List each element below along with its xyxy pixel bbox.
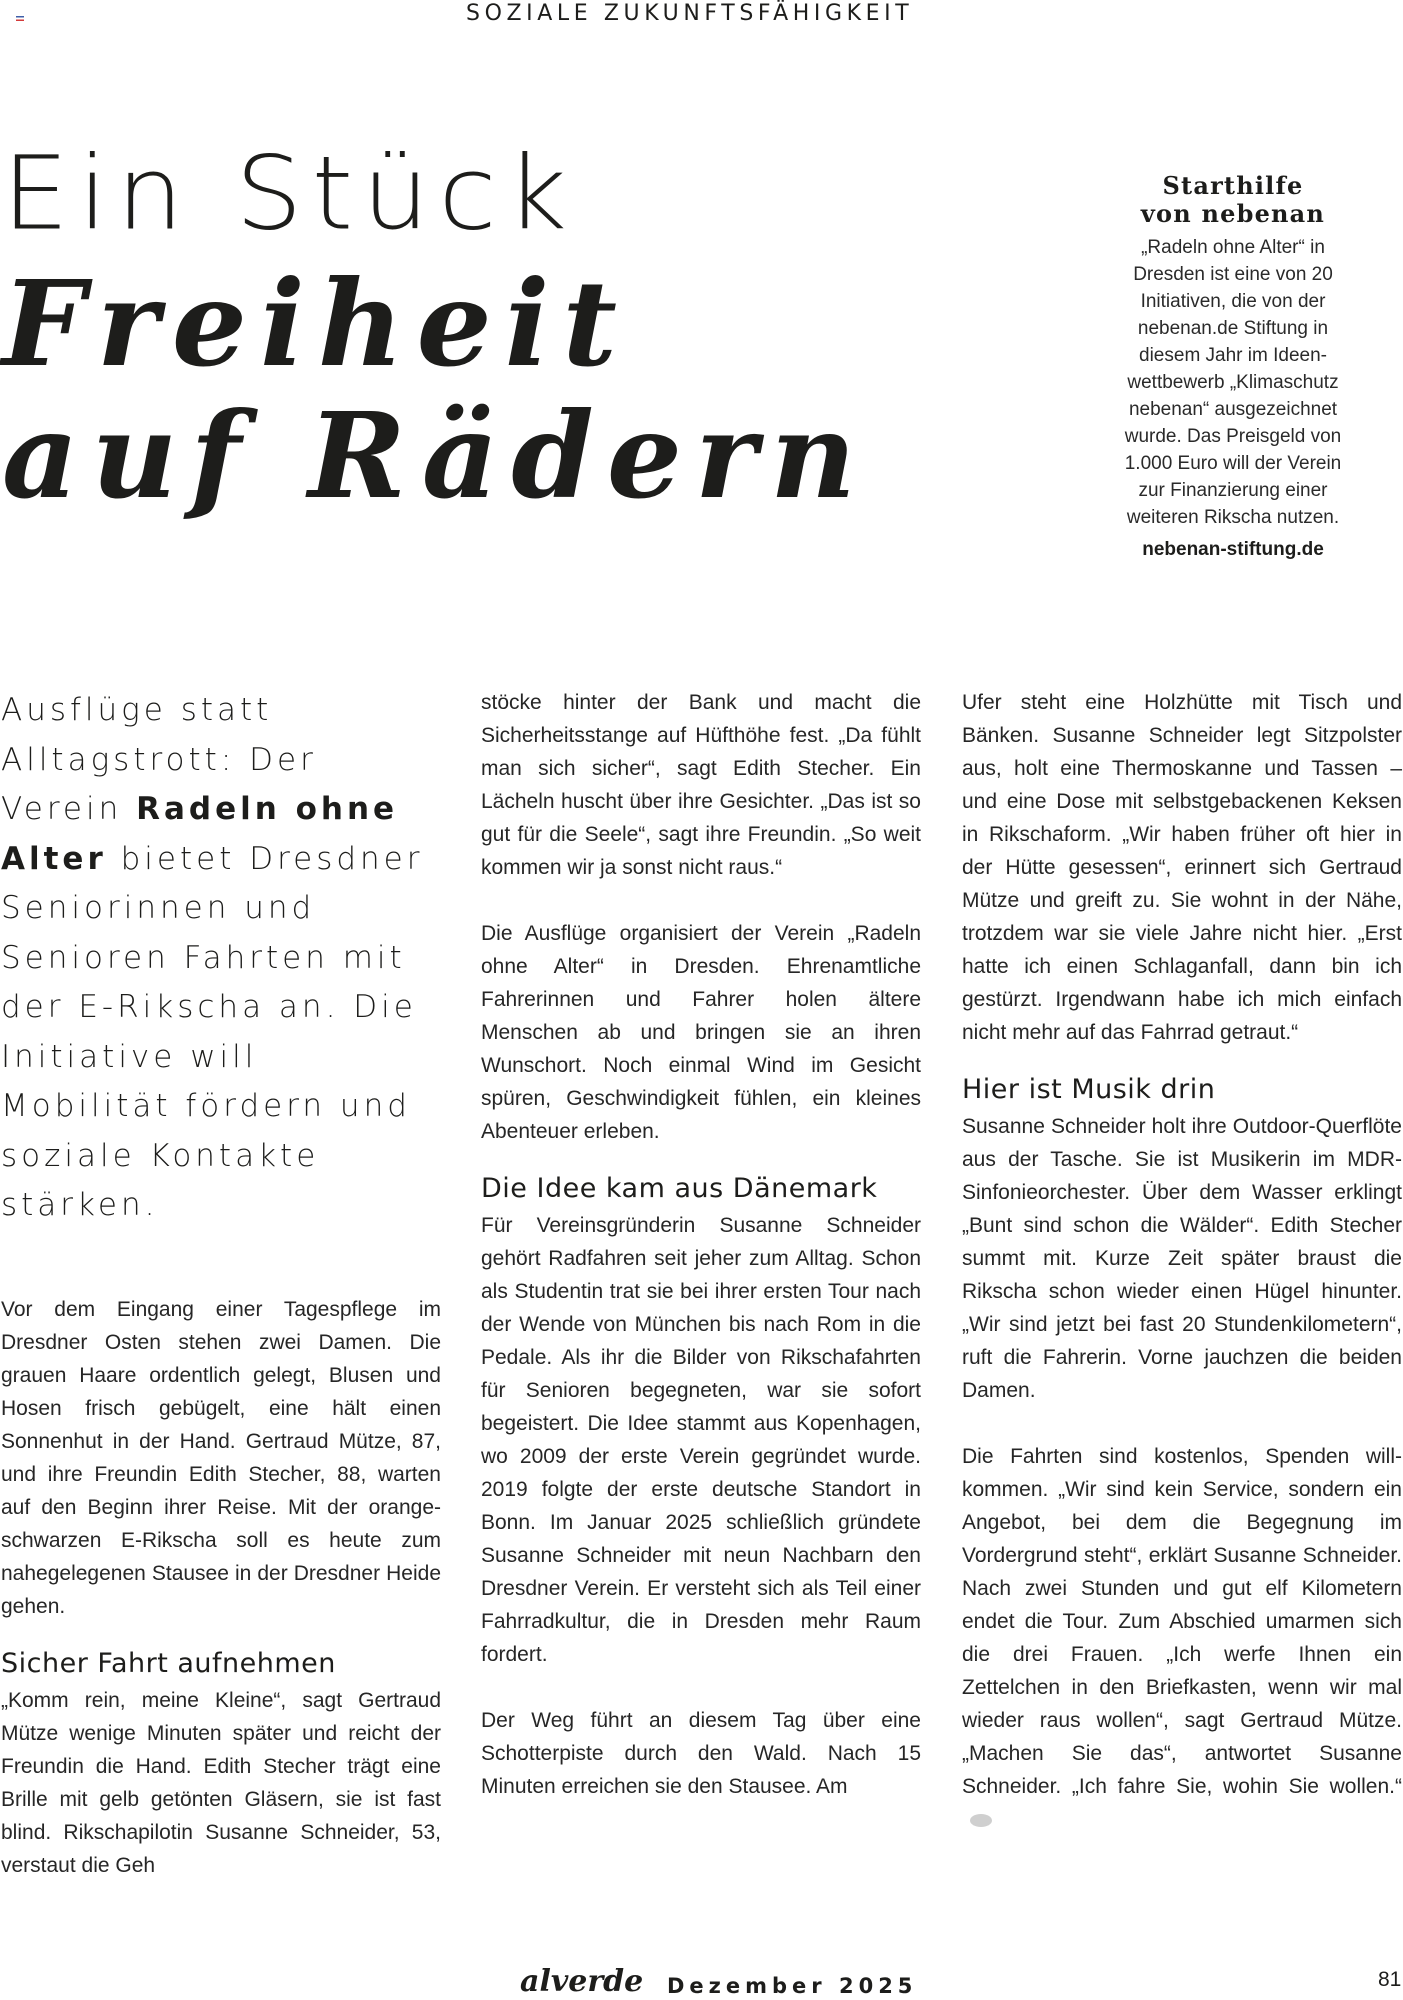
page-number: 81 xyxy=(1378,1968,1402,1991)
info-box-line: nebenan.de Stiftung in xyxy=(1137,318,1329,339)
intro-text: bietet Dresdner Seniorinnen und Senioren Fahrten mit der E-Rikscha an. Die Initiative will Mobilität fördern und soziale Kontakte stärken. xyxy=(1,840,424,1223)
article-column-1 xyxy=(1,686,441,1882)
article-column-3 xyxy=(962,686,1402,1836)
subheading: Sicher Fahrt aufnehmen xyxy=(1,1647,336,1679)
info-box-line: „Radeln ohne Alter“ in xyxy=(1141,237,1325,258)
headline-line-2: Freiheit xyxy=(2,254,630,393)
info-box xyxy=(1096,172,1370,563)
intro-emphasis: Radeln ohne Alter xyxy=(1,791,399,877)
info-box-line: Dresden ist eine von 20 xyxy=(1133,264,1333,285)
page-corner-marker xyxy=(16,16,24,21)
article-intro xyxy=(1,686,441,1231)
info-box-line: nebenan“ ausgezeichnet xyxy=(1128,399,1338,420)
article-column-2 xyxy=(481,686,921,1803)
paragraph: „Komm rein, meine Kleine“, sagt Gertraud Mütze wenige Minuten später und reicht der Freundin die Hand. Edith Stecher trägt eine Brille mit gelb getönten Gläsern, sie ist fast blind. Rikschapilotin Susanne Schneider, 53, verstaut die Geh xyxy=(1,1688,441,1877)
info-box-line: 1.000 Euro will der Verein xyxy=(1124,453,1342,474)
subheading: Hier ist Musik drin xyxy=(962,1074,1216,1105)
paragraph: Susanne Schneider holt ihre Outdoor-Querflöte aus der Tasche. Sie ist Musikerin im MDR-Sinfonieorchester. Über dem Wasser erklingt „Bunt sind schon die Wälder“. Edith Stecher summt mit. Kurze Zeit später braust die Rikscha schon wieder einen Hügel hinunter. „Wir sind jetzt bei fast 20 Stundenkilometern“, ruft die Fahrerin. Vorne jauchzen die beiden Damen. xyxy=(962,1115,1402,1402)
paragraph: Vor dem Eingang einer Tagespflege im Dresdner Osten stehen zwei Damen. Die grauen Haare ordentlich gelegt, Blusen und Hosen frisch gebügelt, eine hält einen Sonnenhut in der Hand. Gertraud Mütze, 87, und ihre Freundin Edith Stecher, 88, warten auf den Beginn ihrer Reise. Mit der orange-schwarzen E-Rikscha soll es heute zum nahegelegenen Stausee in der Dresdner Heide gehen. xyxy=(1,1297,441,1618)
section-kicker: SOZIALE ZUKUNFTSFÄHIGKEIT xyxy=(466,1,914,26)
paragraph xyxy=(962,1440,1402,1836)
info-box-line: zur Finanzierung einer xyxy=(1138,480,1328,501)
info-box-line: wettbewerb „Klimaschutz xyxy=(1127,372,1339,393)
paragraph: Für Vereinsgründerin Susanne Schneider gehört Radfahren seit jeher zum Alltag. Schon als Studentin trat sie bei ihrer ersten Tour nach der Wende von München bis nach Rom in die Pedale. Als ihr die Bilder von Rikschafahrten für Senioren begegneten, war sie sofort begeistert. Die Idee stammt aus Kopenhagen, wo 2009 der erste Verein gegründet wurde. 2019 folgte der erste deutsche Standort in Bonn. Im Januar 2025 schließlich gründete Susanne Schneider mit neun Nachbarn den Dresdner Verein. Er versteht sich als Teil einer Fahrradkultur, die in Dresden mehr Raum fordert. xyxy=(481,1214,921,1666)
headline-line-1: Ein Stück xyxy=(2,134,576,253)
paragraph: Die Ausflüge organisiert der Verein „Radeln ohne Alter“ in Dresden. Ehrenamtliche Fahrerinnen und Fahrer holen ältere Menschen ab und bringen sie an ihren Wunschort. Noch einmal Wind im Gesicht spüren, Geschwindigkeit fühlen, ein kleines Abenteuer erleben. xyxy=(481,922,921,1143)
info-box-title xyxy=(1096,172,1370,228)
paragraph: Der Weg führt an diesem Tag über eine Schotterpiste durch den Wald. Nach 15 Minuten erreichen sie den Stausee. Am xyxy=(481,1709,921,1798)
info-box-link[interactable]: nebenan-stiftung.de xyxy=(1142,539,1324,560)
end-mark-icon xyxy=(970,1814,992,1827)
paragraph-text: Die Fahrten sind kostenlos, Spenden willkommen. „Wir sind kein Service, sondern ein Angebot, bei dem die Begegnung im Vordergrund steht“, erklärt Susanne Schneider. Nach zwei Stunden und gut elf Kilometern endet die Tour. Zum Abschied umarmen sich die drei Frauen. „Ich werfe Ihnen ein Zettelchen in den Briefkasten, wenn wir mal wieder raus wollen“, sagt Gertraud Mütze. „Machen Sie das“, antwortet Susanne Schneider. „Ich fahre Sie, wohin Sie wollen.“ xyxy=(962,1445,1402,1798)
issue-date: Dezember 2025 xyxy=(667,1974,918,1998)
info-box-line: diesem Jahr im Ideen- xyxy=(1139,345,1327,366)
info-box-line: wurde. Das Preisgeld von xyxy=(1124,426,1342,447)
info-box-line: weiteren Rikscha nutzen. xyxy=(1126,507,1340,528)
info-box-title-line: von nebenan xyxy=(1140,199,1326,228)
paragraph: Ufer steht eine Holzhütte mit Tisch und Bänken. Susanne Schneider legt Sitzpolster aus, holt eine Thermoskanne und Tassen – und eine Dose mit selbstgebackenen Keksen in Rikschaform. „Wir haben früher oft hier in der Hütte gesessen“, erinnert sich Gertraud Mütze und greift zu. Sie wohnt in der Nähe, trotzdem war sie viele Jahre nicht hier. „Erst hatte ich einen Schlaganfall, dann bin ich gestürzt. Irgendwann habe ich mich einfach nicht mehr auf das Fahrrad getraut.“ xyxy=(962,691,1402,1044)
subheading: Die Idee kam aus Dänemark xyxy=(481,1173,878,1204)
headline-line-3: auf Rädern xyxy=(2,386,869,525)
info-box-line: Initiativen, die von der xyxy=(1140,291,1326,312)
article-headline xyxy=(2,134,869,525)
info-box-title-line: Starthilfe xyxy=(1162,171,1304,200)
magazine-logo: alverde xyxy=(520,1964,644,1999)
paragraph: stöcke hinter der Bank und macht die Sicherheitsstange auf Hüfthöhe fest. „Da fühlt man sich sicher“, sagt Edith Stecher. Ein Lächeln huscht über ihre Gesichter. „Das ist so gut für die Seele“, sagt ihre Freundin. „So weit kommen wir ja sonst nicht raus.“ xyxy=(481,691,921,879)
info-box-text xyxy=(1096,234,1370,531)
intro-text: Ausflüge statt Alltagstrott: Der Verein xyxy=(1,692,317,827)
